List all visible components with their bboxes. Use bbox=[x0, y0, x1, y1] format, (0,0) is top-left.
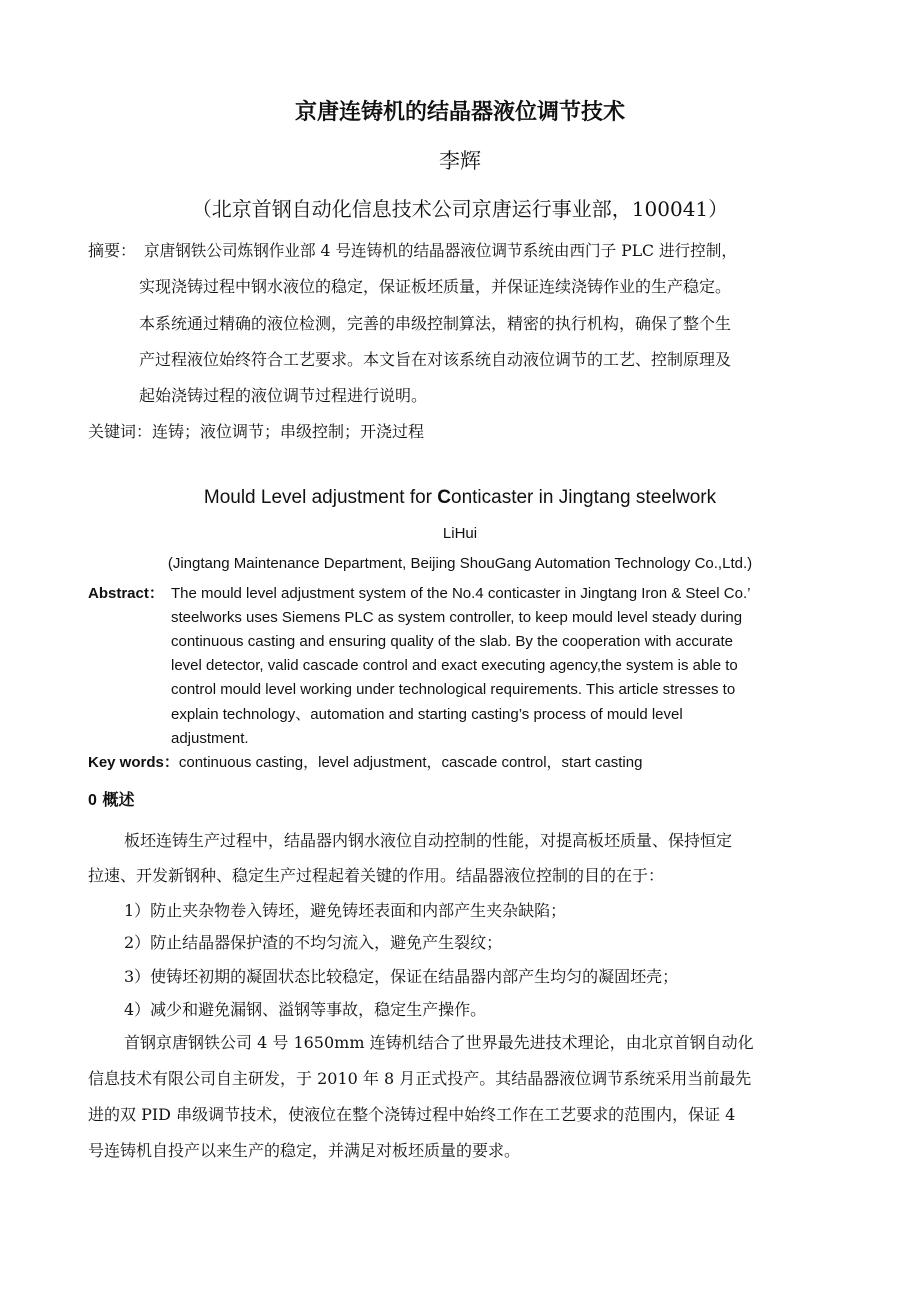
keywords-en-label: Key words： bbox=[88, 754, 179, 771]
section-title: 概述 bbox=[102, 790, 135, 809]
abstract-en-line: level detector, valid cascade control and exact executing agency,the system is able to bbox=[171, 657, 738, 674]
keywords-zh-label: 关键词： bbox=[88, 422, 153, 441]
body-paragraph-line: 信息技术有限公司自主研发，于 2010 年 8 月正式投产。其结晶器液位调节系统采用当前最先 bbox=[88, 1069, 752, 1088]
abstract-zh-line: 实现浇铸过程中钢水液位的稳定，保证板坯质量，并保证连续浇铸作业的生产稳定。 bbox=[139, 277, 732, 296]
body-paragraph-line: 进的双 PID 串级调节技术，使液位在整个浇铸过程中始终工作在工艺要求的范围内，保证 4 bbox=[88, 1105, 736, 1124]
keywords-en-text: continuous casting，level adjustment，cascade control，start casting bbox=[178, 754, 643, 771]
section-heading bbox=[88, 787, 135, 814]
list-item: 4）减少和避免漏钢、溢钢等事故，稳定生产操作。 bbox=[124, 1000, 487, 1019]
keywords-en bbox=[88, 751, 642, 775]
english-author: LiHui bbox=[442, 525, 478, 542]
english-title-bold-letter: C bbox=[437, 487, 452, 508]
abstract-en-line: continuous casting and ensuring quality of the slab. By the cooperation with accurate bbox=[171, 633, 734, 650]
author-name: 李辉 bbox=[439, 149, 481, 173]
abstract-en-line: control mould level working under technological requirements. This article stresses to bbox=[171, 681, 736, 698]
abstract-zh-line: 京唐钢铁公司炼钢作业部 4 号连铸机的结晶器液位调节系统由西门子 PLC 进行控制， bbox=[144, 241, 737, 260]
list-item: 3）使铸坯初期的凝固状态比较稳定，保证在结晶器内部产生均匀的凝固坯壳； bbox=[124, 967, 679, 986]
abstract-zh-line: 产过程液位始终符合工艺要求。本文旨在对该系统自动液位调节的工艺、控制原理及 bbox=[139, 350, 732, 369]
keywords-zh-text: 连铸；液位调节；串级控制；开浇过程 bbox=[152, 422, 425, 441]
abstract-zh-label: 摘要： bbox=[88, 241, 137, 260]
list-item: 1）防止夹杂物卷入铸坯，避免铸坯表面和内部产生夹杂缺陷； bbox=[124, 901, 567, 920]
english-title bbox=[0, 484, 920, 512]
body-paragraph-line: 首钢京唐钢铁公司 4 号 1650mm 连铸机结合了世界最先进技术理论，由北京首钢自动化 bbox=[124, 1033, 754, 1052]
list-item: 2）防止结晶器保护渣的不均匀流入，避免产生裂纹； bbox=[124, 933, 503, 952]
abstract-zh-line: 本系统通过精确的液位检测，完善的串级控制算法，精密的执行机构，确保了整个生 bbox=[139, 314, 732, 333]
english-affiliation: (Jingtang Maintenance Department, Beijing ShouGang Automation Technology Co.,Ltd.) bbox=[167, 555, 753, 572]
abstract-en-line: The mould level adjustment system of the No.4 conticaster in Jingtang Iron & Steel Co.’ bbox=[171, 585, 751, 602]
abstract-en-line: steelworks uses Siemens PLC as system controller, to keep mould level steady during bbox=[171, 609, 743, 626]
body-paragraph-line: 拉速、开发新钢种、稳定生产过程起着关键的作用。结晶器液位控制的目的在于： bbox=[88, 866, 665, 885]
section-number: 0 bbox=[88, 792, 97, 809]
abstract-en-label: Abstract： bbox=[88, 585, 164, 602]
abstract-zh-line: 起始浇铸过程的液位调节过程进行说明。 bbox=[139, 386, 428, 405]
body-paragraph-line: 板坯连铸生产过程中，结晶器内钢水液位自动控制的性能，对提高板坯质量、保持恒定 bbox=[124, 831, 733, 850]
page-title: 京唐连铸机的结晶器液位调节技术 bbox=[294, 99, 625, 125]
english-title-part: onticaster in Jingtang steelwork bbox=[451, 487, 717, 508]
body-paragraph-line: 号连铸机自投产以来生产的稳定，并满足对板坯质量的要求。 bbox=[88, 1141, 521, 1160]
affiliation: （北京首钢自动化信息技术公司京唐运行事业部，100041） bbox=[191, 197, 729, 221]
english-title-part: Mould Level adjustment for bbox=[203, 487, 438, 508]
keywords-zh bbox=[88, 415, 424, 449]
abstract-en-line: explain technology、automation and starting casting’s process of mould level bbox=[171, 706, 683, 723]
abstract-en-line: adjustment. bbox=[171, 730, 249, 747]
